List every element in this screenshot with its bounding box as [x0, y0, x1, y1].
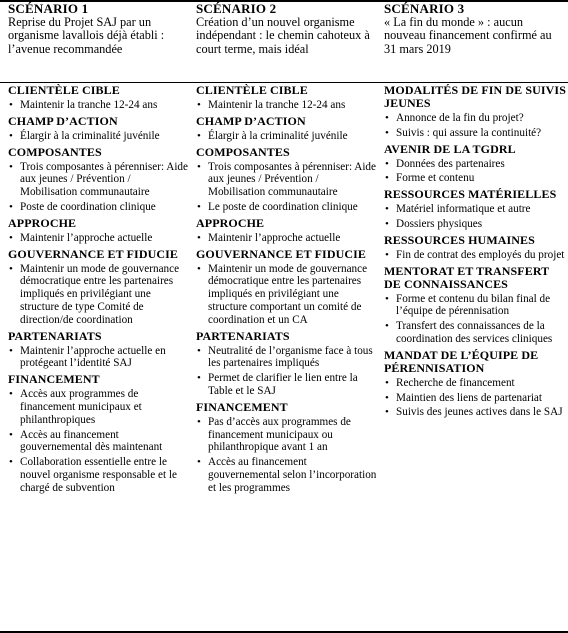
section-list — [196, 345, 378, 398]
list-item: • Dossiers physiques — [384, 218, 566, 231]
list-item: • Maintenir la tranche 12-24 ans — [8, 99, 190, 112]
list-item: • Matériel informatique et autre — [384, 203, 566, 216]
scenario-title: SCÉNARIO 2 — [196, 1, 277, 16]
scenario-title: SCÉNARIO 3 — [384, 1, 465, 16]
scenario-body — [384, 82, 566, 419]
scenario-description: « La fin du monde » : aucun nouveau financement confirmé au 31 mars 2019 — [384, 15, 552, 56]
scenario-body — [196, 82, 378, 495]
section-title: CHAMP D’ACTION — [8, 113, 118, 128]
scenario-body — [8, 82, 190, 495]
list-item: • Annonce de la fin du projet? — [384, 112, 566, 125]
list-item: • Suivis des jeunes actives dans le SAJ — [384, 406, 566, 419]
section-list — [384, 377, 566, 419]
section-title: RESSOURCES HUMAINES — [384, 232, 535, 247]
list-item: • Trois composantes à pérenniser: Aide aux jeunes / Prévention / Mobilisation communautaire — [196, 161, 378, 199]
list-item: • Permet de clarifier le lien entre la Table et le SAJ — [196, 372, 378, 398]
section-list — [196, 263, 378, 327]
scenario-description: Création d’un nouvel organisme indépendant : le chemin cahoteux à court terme, mais idéal — [196, 15, 370, 56]
section-list — [384, 249, 566, 262]
scenario-3-column — [384, 0, 566, 633]
list-item: • Collaboration essentielle entre le nouvel organisme responsable et le chargé de subvention — [8, 456, 190, 494]
section-list — [196, 130, 378, 143]
section-title: FINANCEMENT — [196, 399, 288, 414]
list-item: • Forme et contenu du bilan final de l’équipe de pérennisation — [384, 293, 566, 319]
list-item: • Données des partenaires — [384, 158, 566, 171]
section-list — [8, 263, 190, 327]
scenario-1-column — [8, 0, 190, 633]
scenario-header — [384, 0, 566, 82]
section-list — [8, 161, 190, 214]
list-item: • Accès au financement gouvernemental selon l’incorporation et les programmes — [196, 456, 378, 494]
section-list — [8, 232, 190, 245]
section-list — [8, 388, 190, 494]
list-item: • Élargir à la criminalité juvénile — [196, 130, 378, 143]
section-title: MANDAT DE L’ÉQUIPE DE PÉRENNISATION — [384, 347, 539, 375]
section-list — [196, 232, 378, 245]
section-title: MENTORAT ET TRANSFERT DE CONNAISSANCES — [384, 263, 550, 291]
section-title: GOUVERNANCE ET FIDUCIE — [8, 246, 179, 261]
list-item: • Suivis : qui assure la continuité? — [384, 127, 566, 140]
section-list — [196, 99, 378, 112]
list-item: • Maintenir un mode de gouvernance démocratique entre les partenaires impliqués en privilégiant une structure comportant un comité de coordination et un CA — [196, 263, 378, 327]
section-title: GOUVERNANCE ET FIDUCIE — [196, 246, 367, 261]
section-list — [8, 130, 190, 143]
section-list — [384, 158, 566, 186]
list-item: • Accès aux programmes de financement municipaux et philanthropiques — [8, 388, 190, 426]
list-item: • Élargir à la criminalité juvénile — [8, 130, 190, 143]
section-title: FINANCEMENT — [8, 372, 100, 387]
list-item: • Neutralité de l’organisme face à tous les partenaires impliqués — [196, 345, 378, 371]
scenario-title: SCÉNARIO 1 — [8, 1, 89, 16]
list-item: • Forme et contenu — [384, 172, 566, 185]
section-title: MODALITÉS DE FIN DE SUIVIS JEUNES — [384, 83, 566, 110]
section-list — [196, 416, 378, 495]
list-item: • Recherche de financement — [384, 377, 566, 390]
scenario-header — [196, 0, 378, 82]
scenario-description: Reprise du Projet SAJ par un organisme lavallois déjà établi : l’avenue recommandée — [8, 15, 165, 56]
list-item: • Maintenir l’approche actuelle — [8, 232, 190, 245]
section-title: COMPOSANTES — [8, 144, 102, 159]
list-item: • Le poste de coordination clinique — [196, 201, 378, 214]
list-item: • Poste de coordination clinique — [8, 201, 190, 214]
section-list — [384, 203, 566, 231]
section-title: CHAMP D’ACTION — [196, 113, 306, 128]
section-title: APPROCHE — [8, 215, 77, 230]
section-list — [196, 161, 378, 214]
list-item: • Maintien des liens de partenariat — [384, 392, 566, 405]
section-title: CLIENTÈLE CIBLE — [196, 83, 308, 97]
section-title: RESSOURCES MATÉRIELLES — [384, 187, 557, 202]
section-title: AVENIR DE LA TGDRL — [384, 141, 516, 156]
section-list — [8, 99, 190, 112]
list-item: • Pas d’accès aux programmes de financement municipaux ou philanthropique avant 1 an — [196, 416, 378, 454]
section-title: PARTENARIATS — [196, 328, 290, 343]
list-item: • Transfert des connaissances de la coordination des services cliniques — [384, 320, 566, 346]
section-title: CLIENTÈLE CIBLE — [8, 83, 120, 97]
list-item: • Accès au financement gouvernemental dès maintenant — [8, 429, 190, 455]
section-title: APPROCHE — [196, 215, 265, 230]
list-item: • Maintenir la tranche 12-24 ans — [196, 99, 378, 112]
list-item: • Trois composantes à pérenniser: Aide aux jeunes / Prévention / Mobilisation communautaire — [8, 161, 190, 199]
section-title: COMPOSANTES — [196, 144, 290, 159]
section-list — [384, 293, 566, 346]
list-item: • Fin de contrat des employés du projet — [384, 249, 566, 262]
section-list — [8, 345, 190, 371]
section-list — [384, 112, 566, 140]
list-item: • Maintenir l’approche actuelle en protégeant l’identité SAJ — [8, 345, 190, 371]
scenario-2-column — [196, 0, 378, 633]
scenario-header — [8, 0, 190, 82]
section-title: PARTENARIATS — [8, 328, 102, 343]
list-item: • Maintenir un mode de gouvernance démocratique entre les partenaires impliqués en privilégiant une structure de type Comité de direction/de coordination — [8, 263, 190, 327]
list-item: • Maintenir l’approche actuelle — [196, 232, 378, 245]
